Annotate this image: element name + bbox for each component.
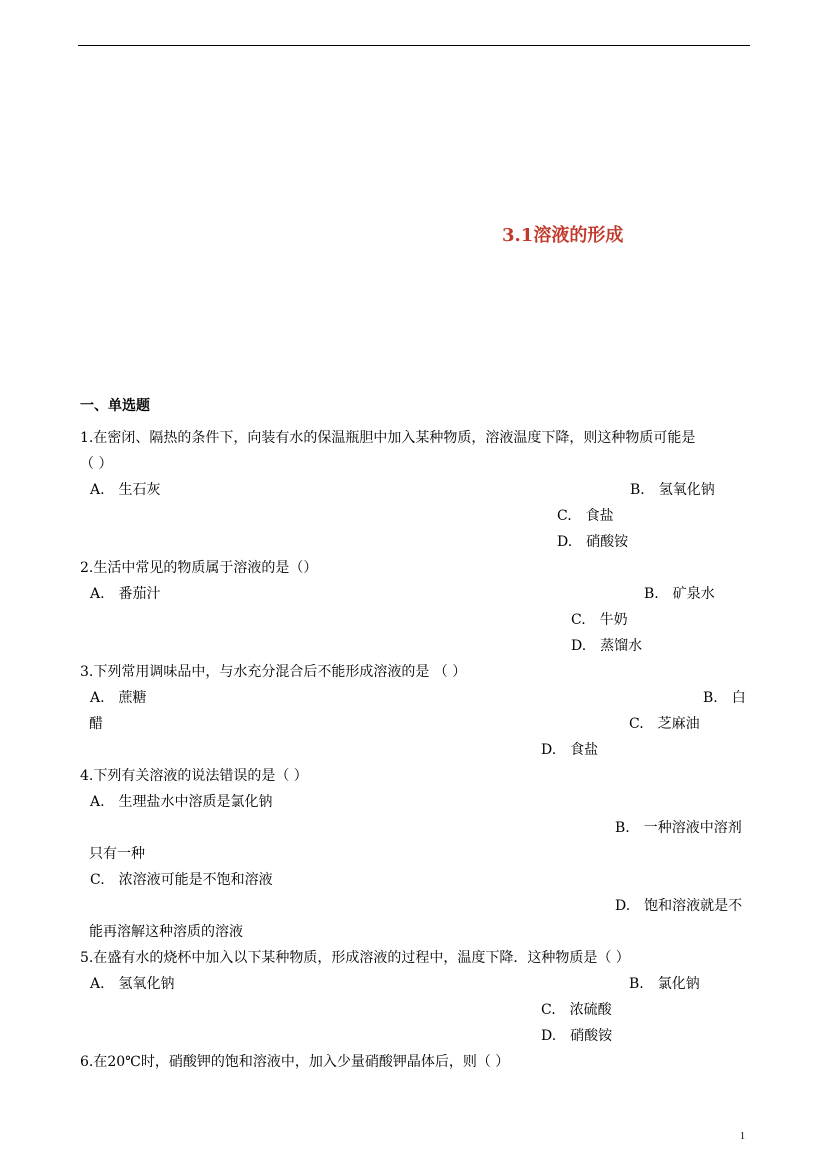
question-2-option-d: D. 蒸馏水 (571, 638, 643, 654)
question-1-option-c: C. 食盐 (557, 508, 614, 524)
question-2-option-a: A. 番茄汁 (90, 586, 161, 602)
question-2-option-c: C. 牛奶 (571, 612, 628, 628)
question-4-option-b: B. 一种溶液中溶剂 (615, 820, 742, 836)
question-6-stem: 6.在20℃时，硝酸钾的饱和溶液中，加入少量硝酸钾晶体后，则（ ） (80, 1054, 510, 1070)
page-title: 3.1溶液的形成 (502, 225, 624, 246)
header-rule (78, 45, 750, 46)
section-heading: 一、单选题 (80, 398, 150, 414)
question-3-option-a: A. 蔗糖 (90, 690, 147, 706)
question-3-option-b-cont: 醋 (89, 716, 103, 732)
page-number: 1 (740, 1131, 745, 1142)
question-4-option-c: C. 浓溶液可能是不饱和溶液 (90, 872, 273, 888)
question-4-stem: 4.下列有关溶液的说法错误的是（ ） (80, 768, 308, 784)
question-2-option-b: B. 矿泉水 (644, 586, 715, 602)
question-1-paren: （ ） (80, 456, 113, 472)
question-1-option-d: D. 硝酸铵 (557, 534, 629, 550)
question-3-option-d: D. 食盐 (541, 742, 599, 758)
question-5-option-a: A. 氢氧化钠 (90, 976, 175, 992)
question-5-option-d: D. 硝酸铵 (541, 1028, 613, 1044)
question-5-option-b: B. 氯化钠 (629, 976, 700, 992)
question-5-option-c: C. 浓硫酸 (541, 1002, 612, 1018)
question-1-option-b: B. 氢氧化钠 (630, 482, 715, 498)
question-1-stem: 1.在密闭、隔热的条件下，向装有水的保温瓶胆中加入某种物质，溶液温度下降，则这种物质可能是 (80, 430, 696, 446)
question-4-option-d-cont: 能再溶解这种溶质的溶液 (89, 924, 243, 940)
question-3-option-b: B. 白 (703, 690, 746, 706)
question-4-option-b-cont: 只有一种 (89, 846, 145, 862)
question-3-stem: 3.下列常用调味品中，与水充分混合后不能形成溶液的是 （ ） (80, 664, 467, 680)
question-1-option-a: A. 生石灰 (90, 482, 161, 498)
question-2-stem: 2.生活中常见的物质属于溶液的是（） (80, 560, 318, 576)
question-3-option-c: C. 芝麻油 (629, 716, 700, 732)
question-5-stem: 5.在盛有水的烧杯中加入以下某种物质，形成溶液的过程中，温度下降．这种物质是（ ） (80, 950, 630, 966)
question-4-option-a: A. 生理盐水中溶质是氯化钠 (90, 794, 273, 810)
question-4-option-d: D. 饱和溶液就是不 (615, 898, 743, 914)
